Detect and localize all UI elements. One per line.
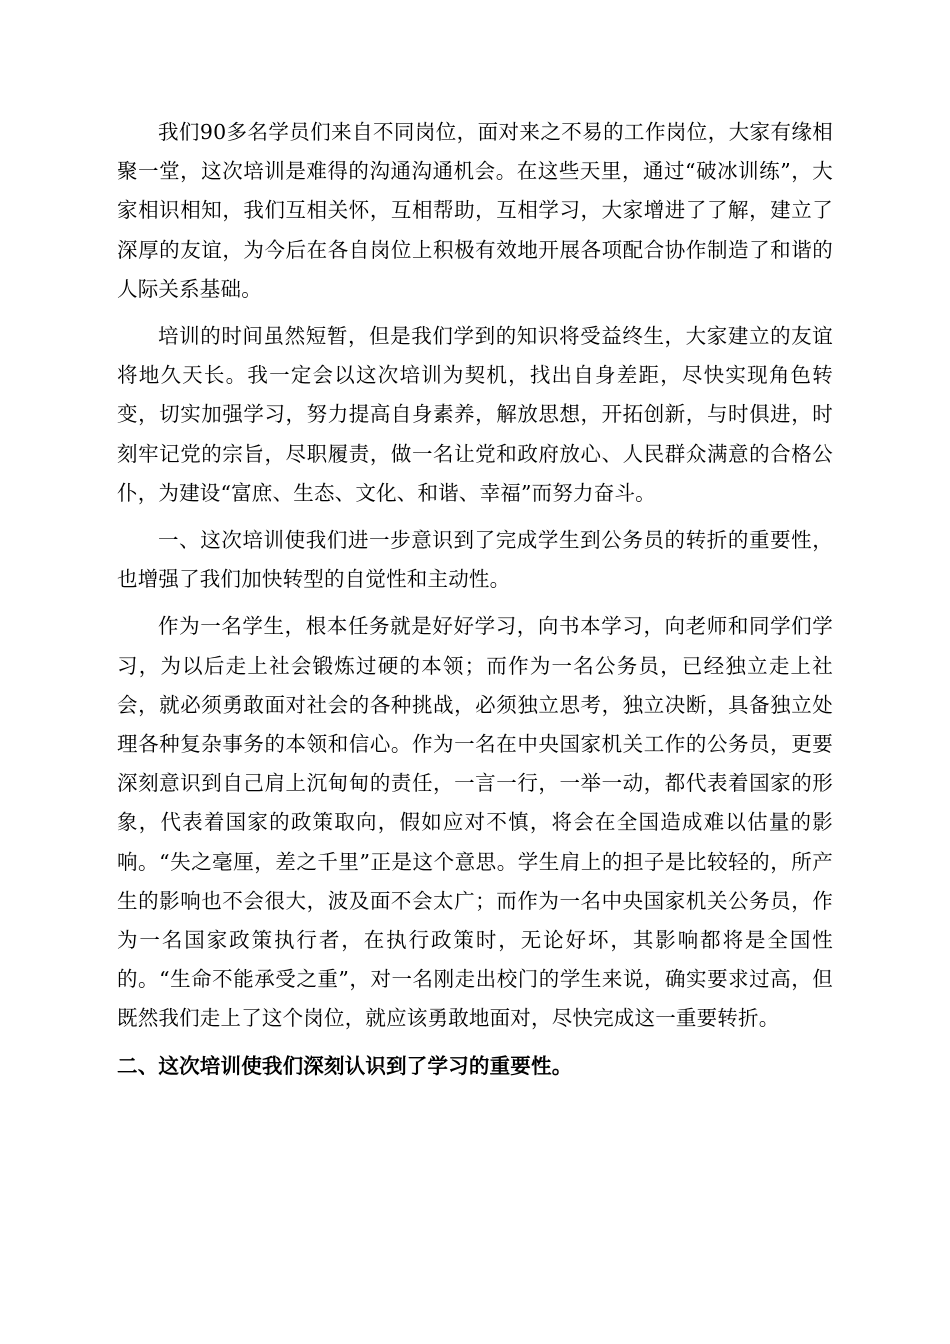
paragraph-student-to-civil-servant: 作为一名学生，根本任务就是好好学习，向书本学习，向老师和同学们学习，为以后走上社会锻炼过硬的本领；而作为一名公务员，已经独立走上社会，就必须勇敢面对社会的各种挑战，必须独立思考，独立决断，具备独立处理各种复杂事务的本领和信心。作为一名在中央国家机关工作的公务员，更要深刻意识到自己肩上沉甸甸的责任，一言一行，一举一动，都代表着国家的形象，代表着国家的政策取向，假如应对不慎，将会在全国造成难以估量的影响。“失之毫厘，差之千里”正是这个意思。学生肩上的担子是比较轻的，所产生的影响也不会很大，波及面不会太广；而作为一名中央国家机关公务员，作为一名国家政策执行者，在执行政策时，无论好坏，其影响都将是全国性的。“生命不能承受之重”，对一名刚走出校门的学生来说，确实要求过高，但既然我们走上了这个岗位，就应该勇敢地面对，尽快完成这一重要转折。	[117, 614, 833, 1031]
paragraph-training-benefits: 培训的时间虽然短暂，但是我们学到的知识将受益终生，大家建立的友谊将地久天长。我一定会以这次培训为契机，找出自身差距，尽快实现角色转变，切实加强学习，努力提高自身素养，解放思想，开拓创新，与时俱进，时刻牢记党的宗旨，尽职履责，做一名让党和政府放心、人民群众满意的合格公仆，为建设“富庶、生态、文化、和谐、幸福”而努力奋斗。	[117, 324, 833, 505]
paragraph-trainees-bond: 我们90多名学员们来自不同岗位，面对来之不易的工作岗位，大家有缘相聚一堂，这次培训是难得的沟通沟通机会。在这些天里，通过“破冰训练”，大家相识相知，我们互相关怀，互相帮助，互相学习，大家增进了了解，建立了深厚的友谊，为今后在各自岗位上积极有效地开展各项配合协作制造了和谐的人际关系基础。	[117, 120, 833, 301]
section-heading-two: 二、这次培训使我们深刻认识到了学习的重要性。	[117, 1053, 573, 1078]
paragraph-point-one: 一、这次培训使我们进一步意识到了完成学生到公务员的转折的重要性，也增强了我们加快转型的自觉性和主动性。	[117, 528, 833, 592]
document-body	[117, 113, 833, 1086]
